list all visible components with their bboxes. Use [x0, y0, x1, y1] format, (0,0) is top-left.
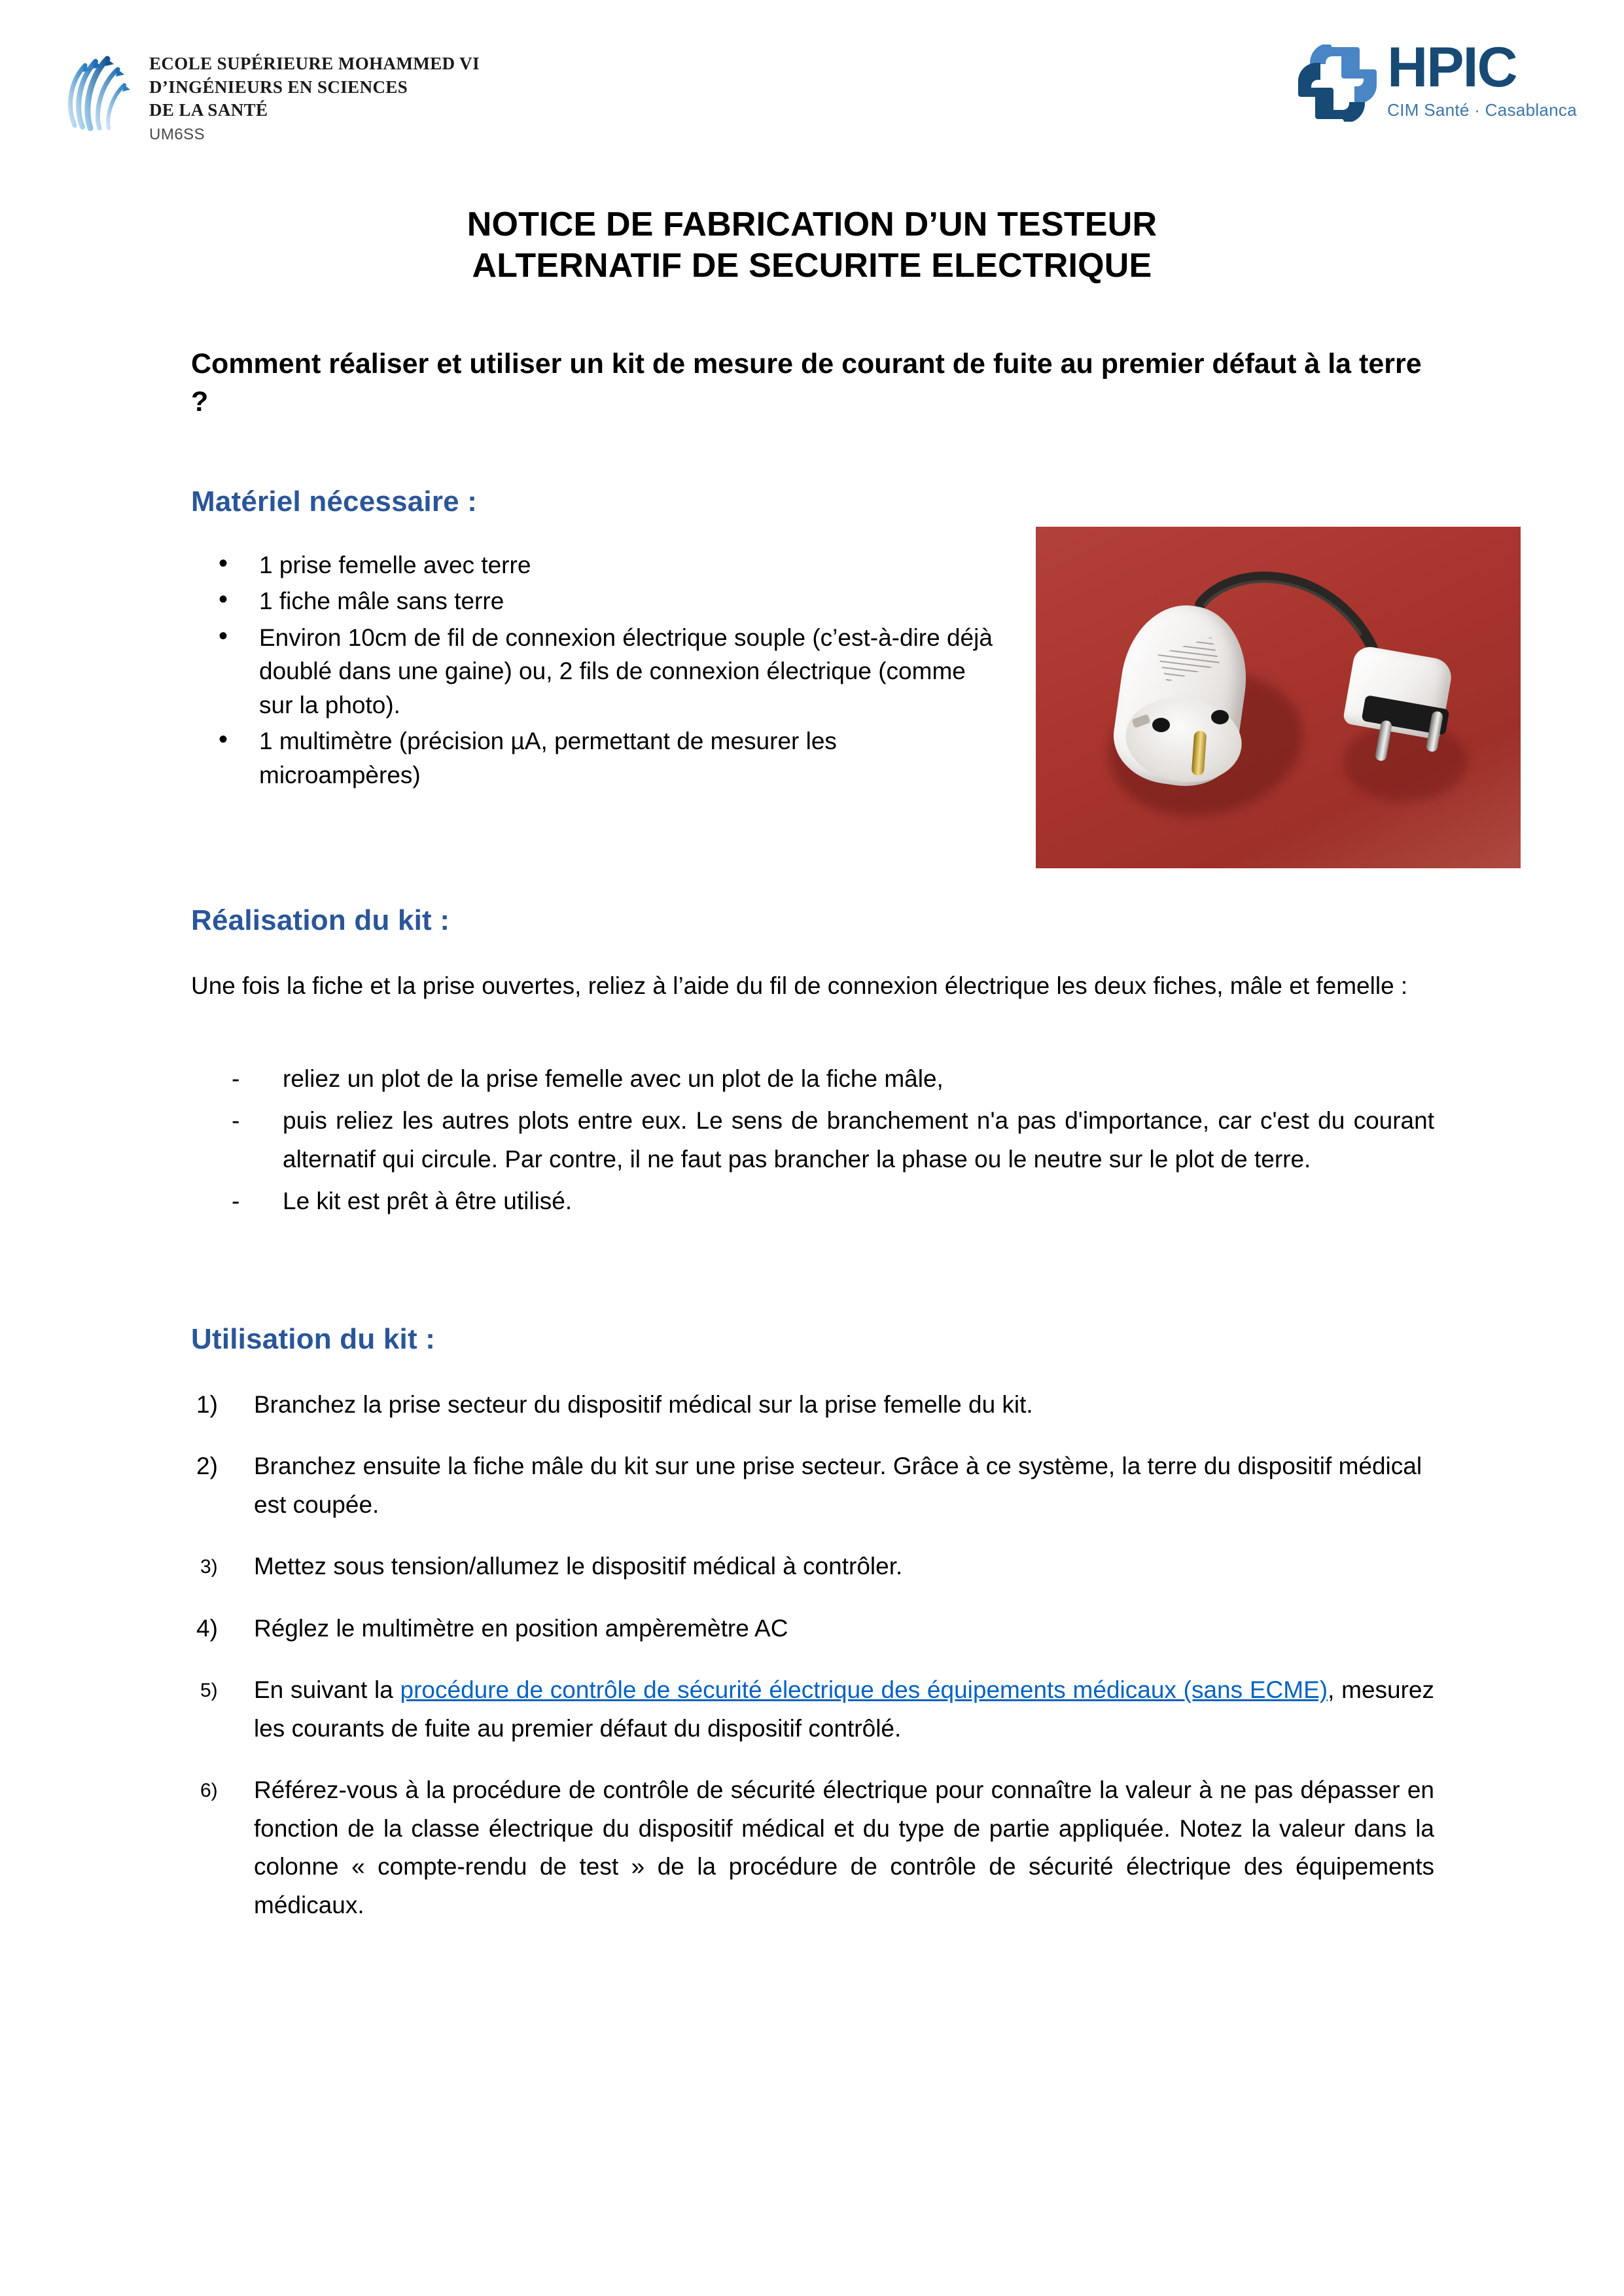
um6ss-name-line-2: D’INGÉNIEURS EN SCIENCES: [149, 77, 408, 97]
procedure-link[interactable]: procédure de contrôle de sécurité électrique des équipements médicaux (sans ECME): [400, 1676, 1328, 1704]
um6ss-abbreviation: UM6SS: [149, 125, 205, 143]
step-number: 6): [200, 1780, 218, 1802]
step-text: Mettez sous tension/allumez le dispositif médical à contrôler.: [254, 1553, 903, 1580]
step-number: 5): [200, 1680, 218, 1702]
hpic-logo: [1298, 36, 1577, 122]
list-item: [191, 1610, 1434, 1648]
step-text-after: , mesurez les courants de fuite au premier défaut du dispositif contrôlé.: [254, 1676, 1434, 1742]
hpic-tagline: CIM Santé · Casablanca: [1387, 99, 1577, 120]
step-number: 2): [196, 1453, 218, 1480]
step-number: 4): [196, 1614, 218, 1642]
um6ss-name-line-3: DE LA SANTÉ: [149, 100, 268, 120]
realisation-list: [191, 1060, 1434, 1225]
list-item: [191, 1447, 1434, 1524]
um6ss-logo: [51, 47, 480, 144]
page-header: [0, 0, 1624, 164]
list-item: [191, 1547, 1434, 1585]
list-item: - reliez un plot de la prise femelle avec un plot de la fiche mâle,: [191, 1060, 1434, 1098]
list-item: - Le kit est prêt à être utilisé.: [191, 1182, 1434, 1220]
step-text: Branchez ensuite la fiche mâle du kit sur une prise secteur. Grâce à ce système, la terre du dispositif médical est coupée.: [254, 1453, 1422, 1518]
list-item: - puis reliez les autres plots entre eux. Le sens de branchement n'a pas d'importance, car c'est du courant alternatif qui circule. Par contre, il ne faut pas brancher la phase ou le neutre sur le plot de terre.: [191, 1102, 1434, 1178]
connection-wire-icon: [1036, 527, 1521, 868]
hpic-wordmark: HPIC: [1387, 36, 1517, 99]
um6ss-swoosh-icon: [51, 47, 135, 131]
step-text-before: En suivant la: [254, 1676, 400, 1704]
socket-hole: [1211, 710, 1229, 724]
step-number: 1): [196, 1391, 218, 1418]
page-title-line-1: NOTICE DE FABRICATION D’UN TESTEUR: [467, 205, 1157, 243]
list-item: • 1 fiche mâle sans terre: [203, 584, 1001, 618]
list-item: • 1 multimètre (précision µA, permettant de mesurer les microampères): [203, 724, 1001, 792]
list-item: [191, 1671, 1434, 1748]
page-title-line-2: ALTERNATIF DE SECURITE ELECTRIQUE: [472, 247, 1152, 285]
intro-question: Comment réaliser et utiliser un kit de mesure de courant de fuite au premier défaut à la terre ?: [191, 348, 1422, 417]
kit-photo: [1036, 527, 1521, 868]
page-title: [0, 204, 1624, 287]
um6ss-name-line-1: ECOLE SUPÉRIEURE MOHAMMED VI: [149, 54, 480, 73]
utilisation-steps: [191, 1386, 1434, 1948]
step-text: Référez-vous à la procédure de contrôle de sécurité électrique pour connaître la valeur à ne pas dépasser en fonction de la classe électrique du dispositif médical et du type de partie appliquée. Notez la valeur dans la colonne « compte-rendu de test » de la procédure de contrôle de sécurité électrique des équipements médicaux.: [254, 1776, 1434, 1918]
hpic-cross-icon: [1298, 44, 1377, 122]
section-heading-realisation: Réalisation du kit :: [191, 904, 450, 936]
list-item: • Environ 10cm de fil de connexion électrique souple (c’est-à-dire déjà doublé dans une gaine) ou, 2 fils de connexion électrique (comme sur la photo).: [203, 621, 1001, 722]
realisation-intro: Une fois la fiche et la prise ouvertes, reliez à l’aide du fil de connexion électrique les deux fiches, mâle et femelle :: [191, 972, 1408, 999]
list-item: [191, 1386, 1434, 1424]
step-number: 3): [200, 1556, 218, 1578]
section-heading-utilisation: Utilisation du kit :: [191, 1323, 436, 1355]
list-item: • 1 prise femelle avec terre: [203, 548, 1001, 582]
materiel-list: [203, 548, 1001, 794]
step-text: Branchez la prise secteur du dispositif médical sur la prise femelle du kit.: [254, 1391, 1033, 1418]
socket-hole: [1152, 718, 1170, 732]
step-text: Réglez le multimètre en position ampèremètre AC: [254, 1614, 788, 1642]
list-item: [191, 1771, 1434, 1924]
section-heading-materiel: Matériel nécessaire :: [191, 486, 478, 518]
